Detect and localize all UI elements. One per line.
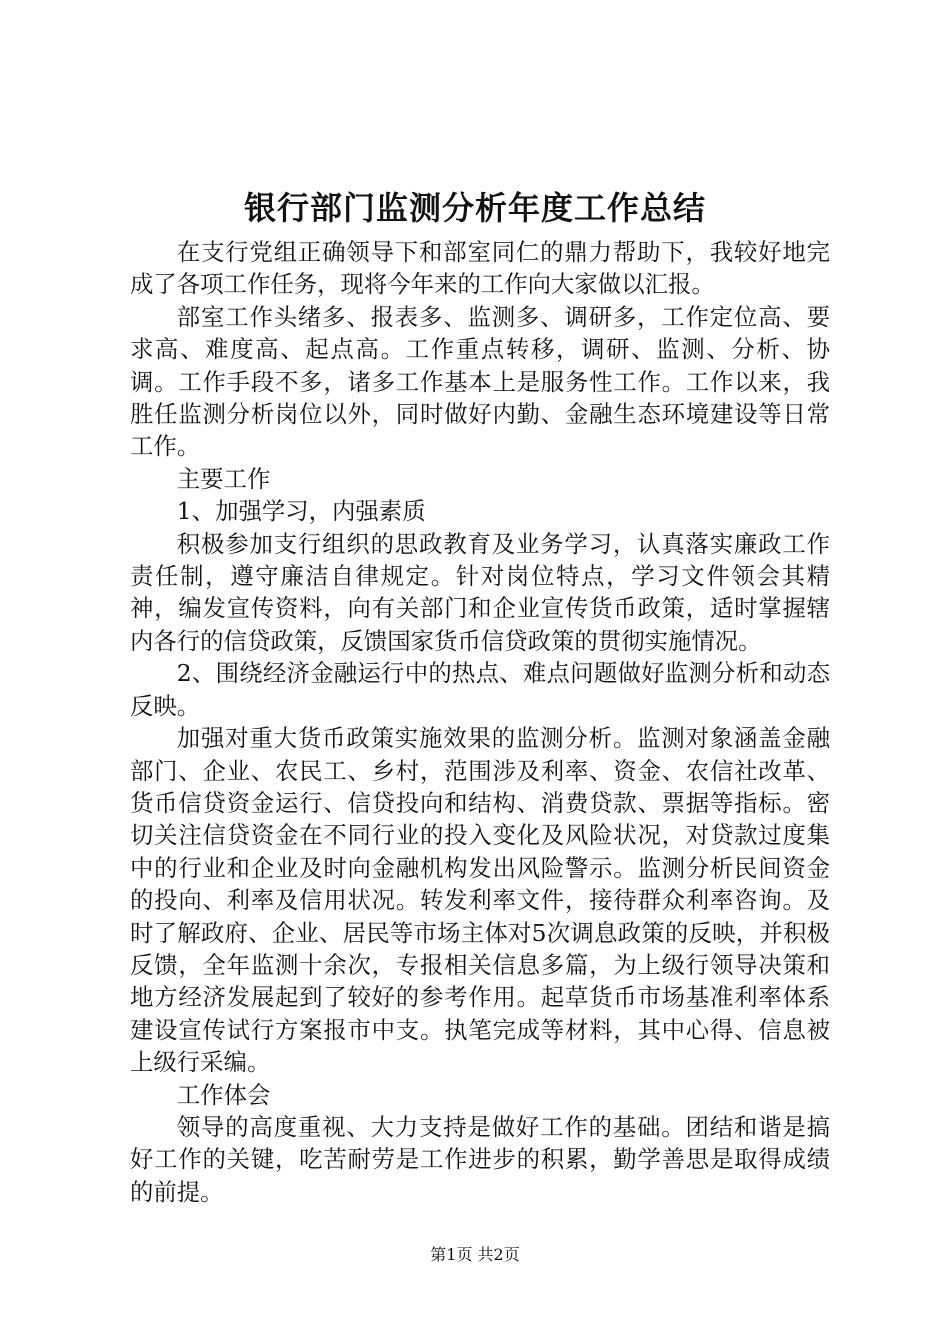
section-heading-main-work: 主要工作	[176, 464, 271, 493]
department-overview-paragraph: 部室工作头绪多、报表多、监测多、调研多，工作定位高、要求高、难度高、起点高。工作重点转移，调研、监测、分析、协调。工作手段不多，诸多工作基本上是服务性工作。工作以来，我胜任监测分析岗位以外，同时做好内勤、金融生态环境建设等日常工作。	[130, 302, 830, 461]
subheading-monitoring: 2、围绕经济金融运行中的热点、难点问题做好监测分析和动态反映。	[130, 659, 830, 720]
experience-paragraph: 领导的高度重视、大力支持是做好工作的基础。团结和谐是搞好工作的关键，吃苦耐劳是工作进步的积累，勤学善思是取得成绩的前提。	[130, 1112, 830, 1206]
document-body	[130, 236, 830, 1208]
subheading-study: 1、加强学习，内强素质	[176, 497, 426, 526]
document-title: 银行部门监测分析年度工作总结	[243, 189, 706, 227]
intro-paragraph: 在支行党组正确领导下和部室同仁的鼎力帮助下，我较好地完成了各项工作任务，现将今年来的工作向大家做以汇报。	[130, 238, 830, 299]
monitoring-paragraph: 加强对重大货币政策实施效果的监测分析。监测对象涵盖金融部门、企业、农民工、乡村，范围涉及利率、资金、农信社改革、货币信贷资金运行、信贷投向和结构、消费贷款、票据等指标。密切关注信贷资金在不同行业的投入变化及风险状况，对贷款过度集中的行业和企业及时向金融机构发出风险警示。监测分析民间资金的投向、利率及信用状况。转发利率文件，接待群众利率咨询。及时了解政府、企业、居民等市场主体对5次调息政策的反映，并积极反馈，全年监测十余次，专报相关信息多篇，为上级行领导决策和地方经济发展起到了较好的参考作用。起草货币市场基准利率体系建设宣传试行方案报市中支。执笔完成等材料，其中心得、信息被上级行采编。	[130, 724, 830, 1077]
page-number-footer: 第1页 共2页	[430, 1245, 520, 1264]
section-heading-experience: 工作体会	[176, 1080, 271, 1109]
study-paragraph: 积极参加支行组织的思政教育及业务学习，认真落实廉政工作责任制，遵守廉洁自律规定。针对岗位特点，学习文件领会其精神，编发宣传资料，向有关部门和企业宣传货币政策，适时掌握辖内各行的信贷政策，反馈国家货币信贷政策的贯彻实施情况。	[130, 529, 830, 655]
